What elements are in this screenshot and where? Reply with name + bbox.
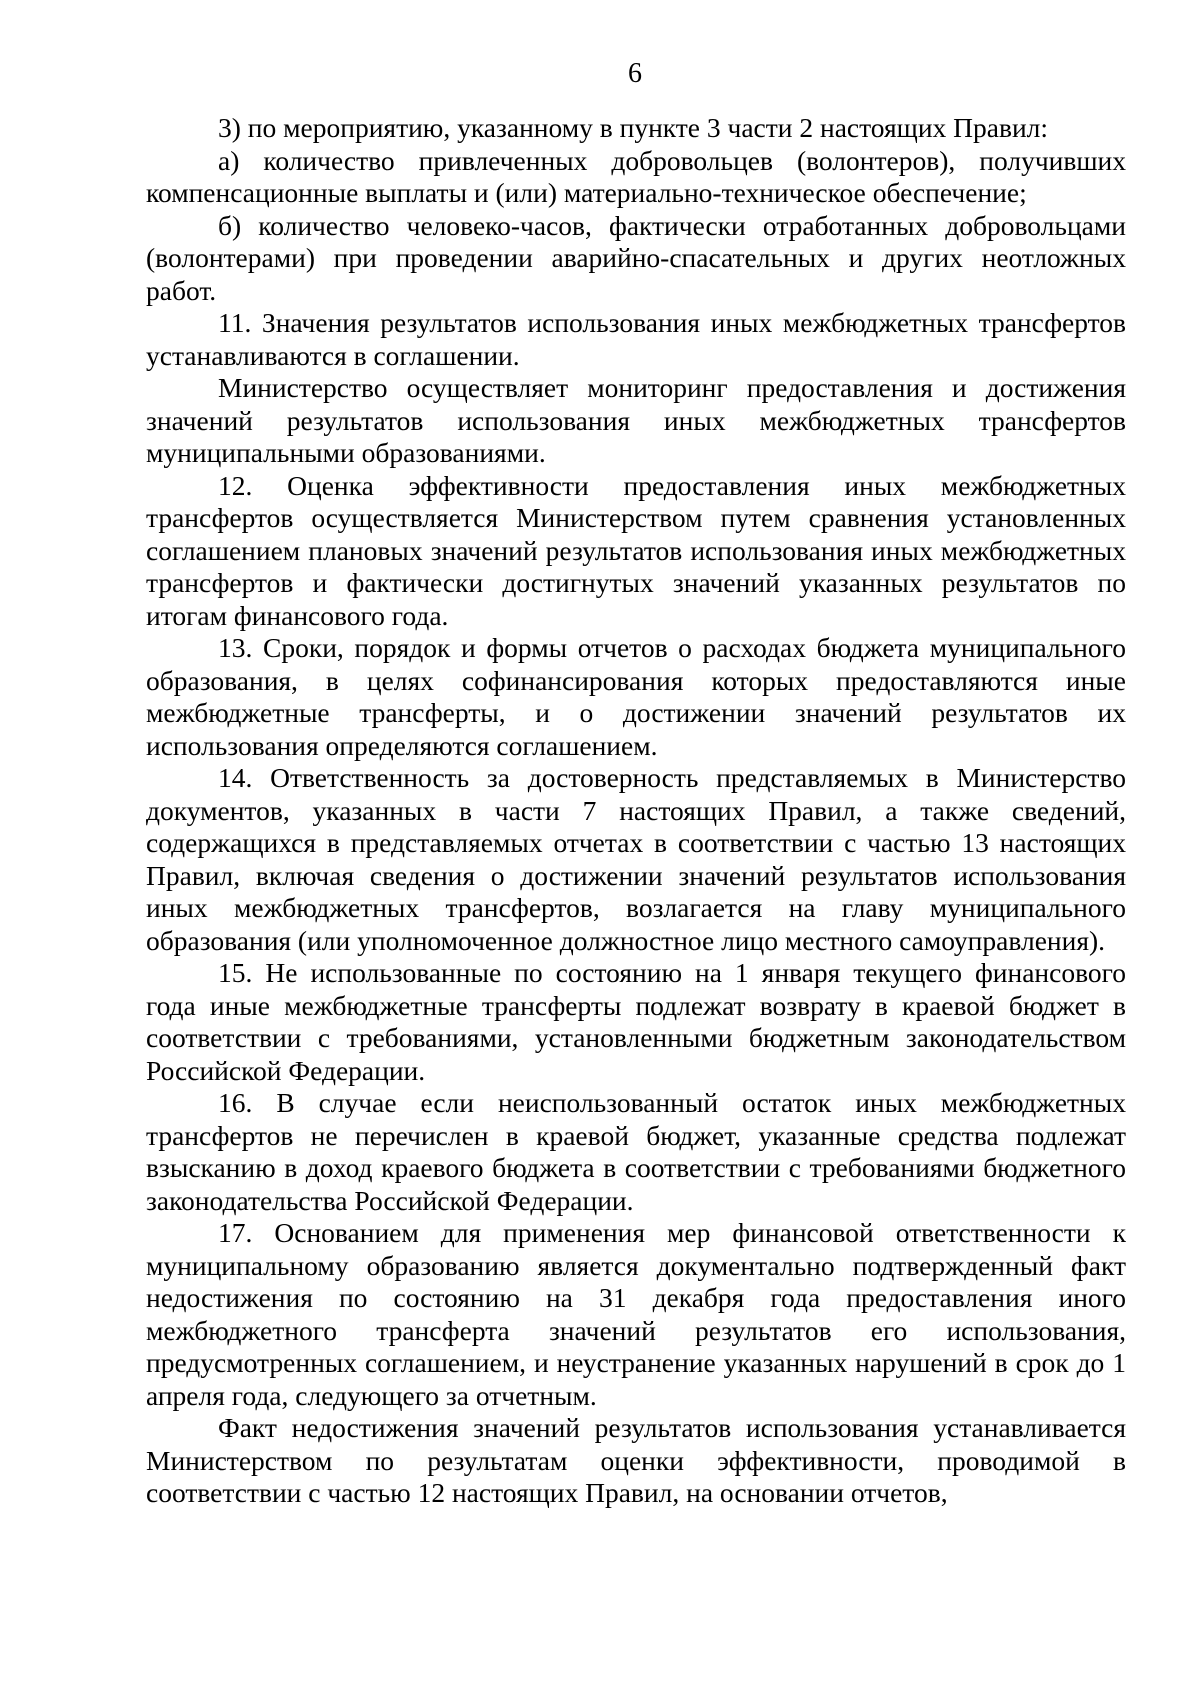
paragraph-12: 12. Оценка эффективности предоставления иных межбюджетных трансфертов осуществляется Министерством путем сравнения установленных соглашением плановых значений результатов использования иных межбюджетных трансфертов и фактически достигнутых значений указанных результатов по итогам финансового года. [146, 469, 1126, 631]
paragraph-14: 14. Ответственность за достоверность представляемых в Министерство документов, указанных в части 7 настоящих Правил, а также сведений, содержащихся в представляемых отчетах в соответствии с частью 13 настоящих Правил, включая сведения о достижении значений результатов использования иных межбюджетных трансфертов, возлагается на главу муниципального образования (или уполномоченное должностное лицо местного самоуправления). [146, 762, 1126, 956]
paragraph-subitem-b: б) количество человеко-часов, фактически отработанных добровольцами (волонтерами) при проведении аварийно-спасательных и других неотложных работ. [146, 209, 1126, 306]
paragraph-ministry-monitoring: Министерство осуществляет мониторинг предоставления и достижения значений результатов использования иных межбюджетных трансфертов муниципальными образованиями. [146, 372, 1126, 468]
paragraph-13: 13. Сроки, порядок и формы отчетов о расходах бюджета муниципального образования, в целях софинансирования которых предоставляются иные межбюджетные трансферты, и о достижении значений результатов их использования определяются соглашением. [146, 632, 1126, 761]
paragraph-fact-nonachievement: Факт недостижения значений результатов использования устанавливается Министерством по результатам оценки эффективности, проводимой в соответствии с частью 12 настоящих Правил, на основании отчетов, [146, 1412, 1126, 1508]
paragraph-item-3: 3) по мероприятию, указанному в пункте 3 части 2 настоящих Правил: [218, 112, 1049, 143]
paragraph-16: 16. В случае если неиспользованный остаток иных межбюджетных трансфертов не перечислен в краевой бюджет, указанные средства подлежат взысканию в доход краевого бюджета в соответствии с требованиями бюджетного законодательства Российской Федерации. [146, 1087, 1126, 1216]
document-body [146, 112, 1126, 1510]
paragraph-17: 17. Основанием для применения мер финансовой ответственности к муниципальному образованию является документально подтвержденный факт недостижения по состоянию на 31 декабря года предоставления иного межбюджетного трансферта значений результатов его использования, предусмотренных соглашением, и неустранение указанных нарушений в срок до 1 апреля года, следующего за отчетным. [146, 1217, 1126, 1411]
paragraph-subitem-a: а) количество привлеченных добровольцев (волонтеров), получивших компенсационные выплаты и (или) материально-техническое обеспечение; [146, 144, 1126, 208]
paragraph-11: 11. Значения результатов использования иных межбюджетных трансфертов устанавливаются в соглашении. [146, 307, 1126, 371]
paragraph-15: 15. Не использованные по состоянию на 1 января текущего финансового года иные межбюджетные трансферты подлежат возврату в краевой бюджет в соответствии с требованиями, установленными бюджетным законодательством Российской Федерации. [146, 957, 1126, 1086]
page-number: 6 [628, 58, 642, 89]
